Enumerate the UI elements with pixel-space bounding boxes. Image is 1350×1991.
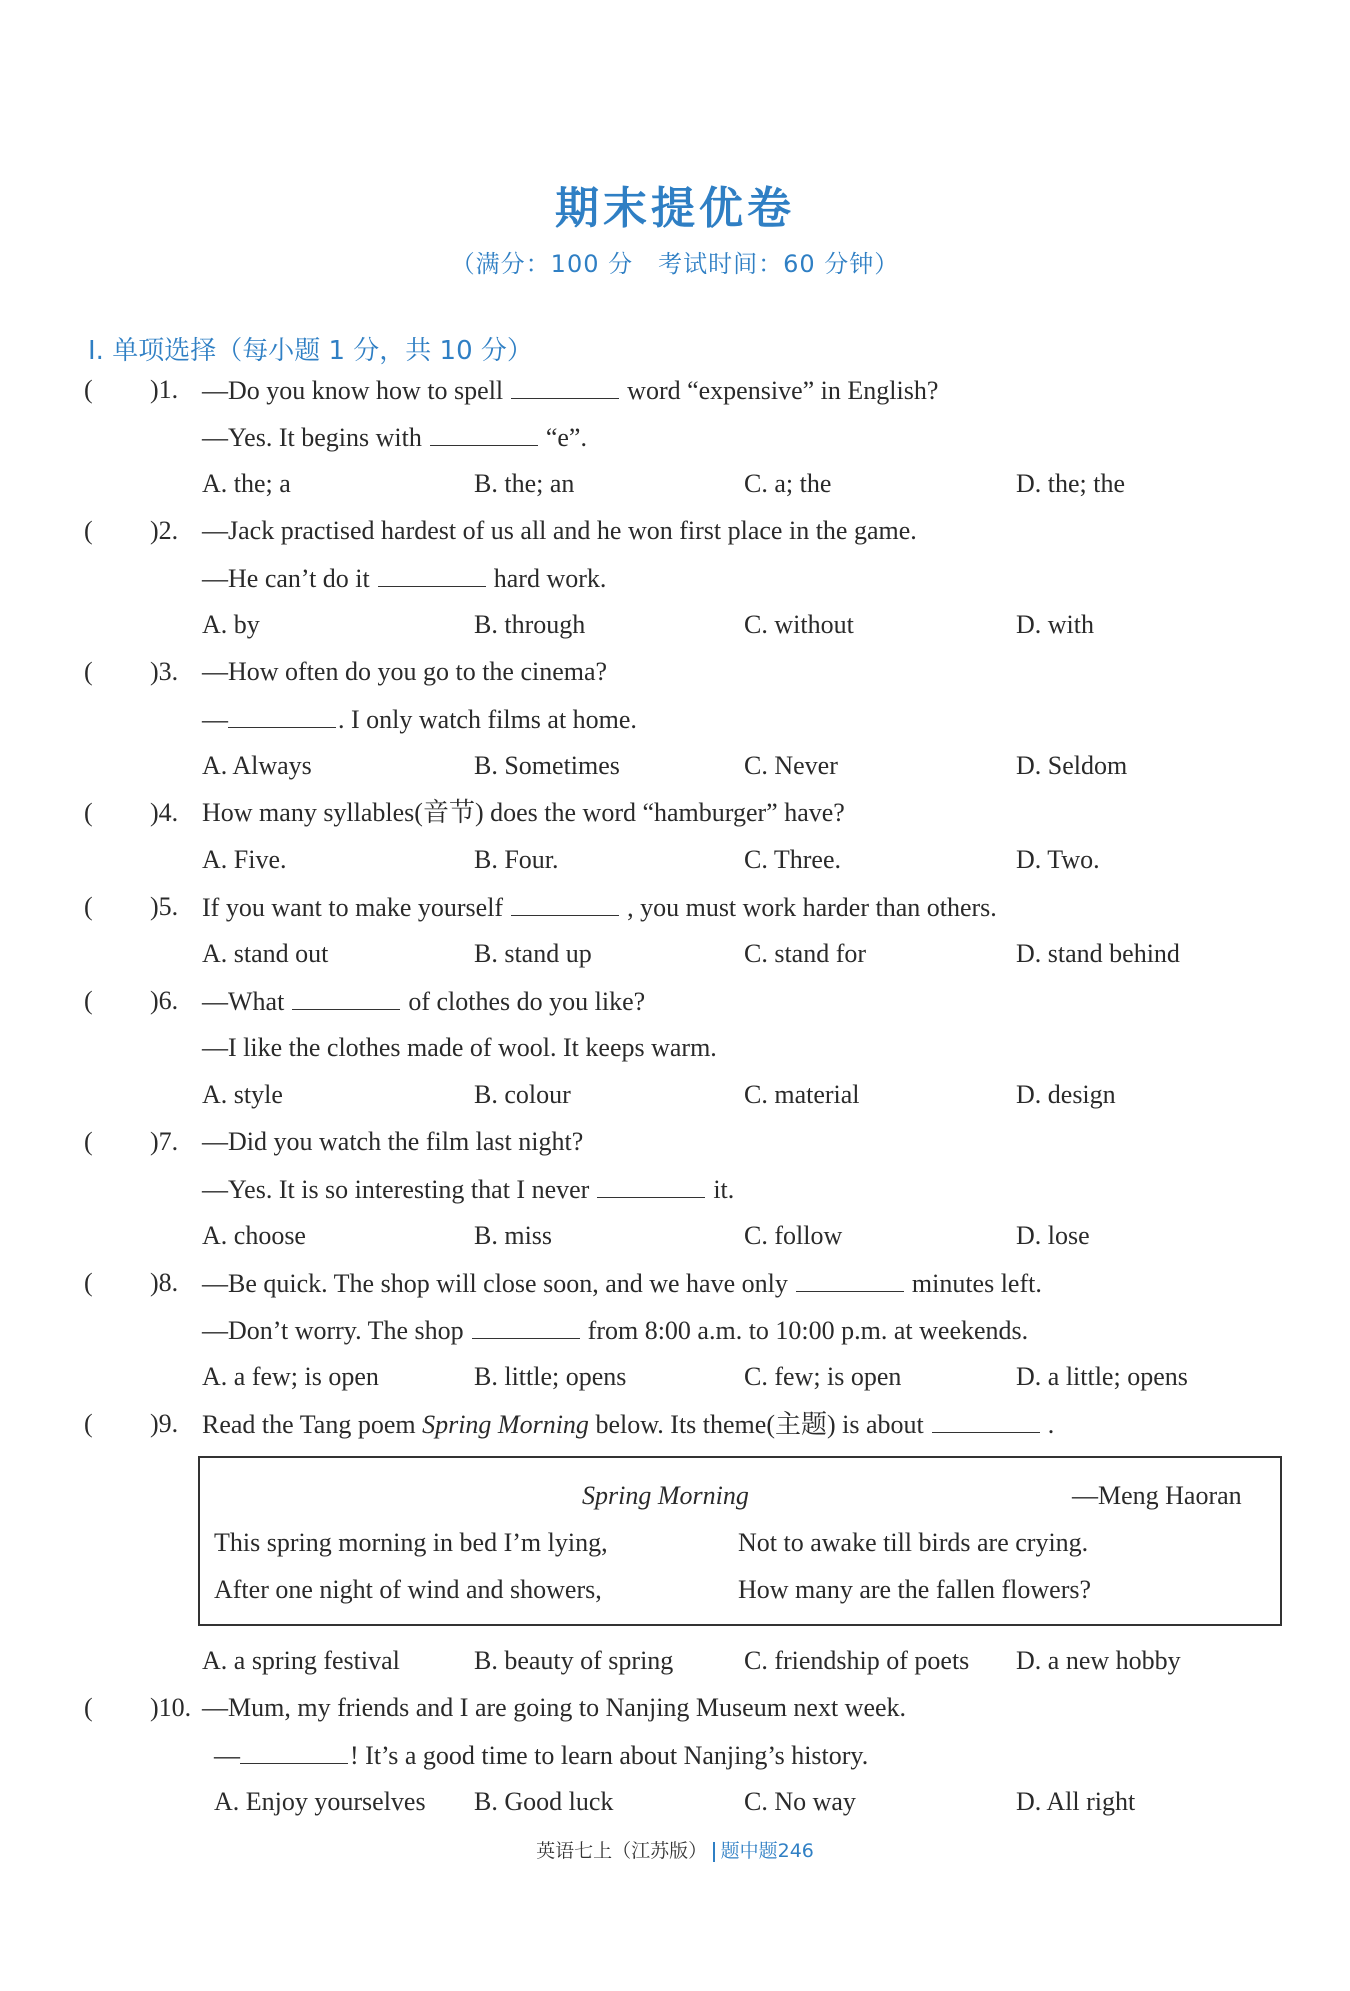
answer-paren: ( xyxy=(84,657,93,686)
question-text: —How often do you go to the cinema? xyxy=(202,657,608,686)
answer-blank xyxy=(228,703,336,728)
option-c: C. friendship of poets xyxy=(744,1646,970,1675)
option-b: B. the; an xyxy=(474,469,575,498)
answer-blank xyxy=(292,985,400,1010)
option-c: C. stand for xyxy=(744,939,867,968)
answer-blank xyxy=(472,1314,580,1339)
answer-paren: ( xyxy=(84,1409,93,1438)
option-d: D. design xyxy=(1016,1080,1116,1109)
option-a: A. style xyxy=(202,1080,283,1109)
option-c: C. Never xyxy=(744,751,838,780)
question-text: — . I only watch films at home. xyxy=(202,705,637,734)
question-text: Read the Tang poem Spring Morning below. Its theme(主题) is about . xyxy=(202,1410,1055,1439)
option-b: B. through xyxy=(474,610,586,639)
answer-paren: ( xyxy=(84,1693,93,1722)
footer-divider xyxy=(713,1842,715,1862)
answer-blank xyxy=(597,1173,705,1198)
answer-paren: ( xyxy=(84,798,93,827)
option-c: C. material xyxy=(744,1080,860,1109)
answer-paren: ( xyxy=(84,375,93,404)
question-number: )5. xyxy=(150,892,179,921)
question-number: )4. xyxy=(150,798,179,827)
question-text: How many syllables(音节) does the word “hamburger” have? xyxy=(202,798,845,827)
option-c: C. No way xyxy=(744,1787,856,1816)
page-number: 246 xyxy=(777,1840,814,1862)
option-d: D. lose xyxy=(1016,1221,1090,1250)
option-b: B. Sometimes xyxy=(474,751,620,780)
question-number: )1. xyxy=(150,375,179,404)
question-text: —What of clothes do you like? xyxy=(202,987,646,1016)
option-a: A. the; a xyxy=(202,469,291,498)
page-footer xyxy=(0,1836,1350,1863)
option-c: C. a; the xyxy=(744,469,832,498)
option-d: D. All right xyxy=(1016,1787,1136,1816)
question-number: )9. xyxy=(150,1409,179,1438)
poem-line: After one night of wind and showers, xyxy=(214,1575,602,1604)
answer-paren: ( xyxy=(84,892,93,921)
poem-title-inline: Spring Morning xyxy=(422,1410,589,1439)
poem-line: Not to awake till birds are crying. xyxy=(738,1528,1089,1557)
answer-blank xyxy=(932,1408,1040,1433)
option-b: B. Good luck xyxy=(474,1787,614,1816)
question-text: —He can’t do it hard work. xyxy=(202,564,607,593)
answer-paren: ( xyxy=(84,516,93,545)
option-c: C. few; is open xyxy=(744,1362,902,1391)
option-d: D. with xyxy=(1016,610,1094,639)
poem-box xyxy=(198,1456,1282,1626)
answer-blank xyxy=(430,421,538,446)
option-a: A. choose xyxy=(202,1221,306,1250)
question-number: )7. xyxy=(150,1127,179,1156)
option-a: A. by xyxy=(202,610,260,639)
question-number: )2. xyxy=(150,516,179,545)
exam-title: 期末提优卷 xyxy=(555,183,795,234)
question-text: —Don’t worry. The shop from 8:00 a.m. to 10:00 p.m. at weekends. xyxy=(202,1316,1029,1345)
poem-title: Spring Morning xyxy=(582,1481,749,1510)
option-a: A. stand out xyxy=(202,939,329,968)
option-d: D. the; the xyxy=(1016,469,1126,498)
option-a: A. Always xyxy=(202,751,312,780)
option-b: B. colour xyxy=(474,1080,571,1109)
option-b: B. Four. xyxy=(474,845,559,874)
section-title: Ⅰ. 单项选择（每小题 1 分，共 10 分） xyxy=(88,336,533,366)
answer-paren: ( xyxy=(84,986,93,1015)
answer-paren: ( xyxy=(84,1127,93,1156)
answer-blank xyxy=(796,1267,904,1292)
option-b: B. beauty of spring xyxy=(474,1646,674,1675)
question-text: —Do you know how to spell word “expensive” in English? xyxy=(202,376,939,405)
option-c: C. follow xyxy=(744,1221,843,1250)
option-c: C. without xyxy=(744,610,854,639)
series-label: 题中题 xyxy=(720,1840,778,1862)
option-a: A. Five. xyxy=(202,845,287,874)
option-b: B. little; opens xyxy=(474,1362,627,1391)
answer-blank xyxy=(378,562,486,587)
option-d: D. stand behind xyxy=(1016,939,1180,968)
answer-blank xyxy=(240,1739,348,1764)
question-text: —Be quick. The shop will close soon, and we have only minutes left. xyxy=(202,1269,1042,1298)
option-d: D. Two. xyxy=(1016,845,1100,874)
question-number: )8. xyxy=(150,1268,179,1297)
exam-subtitle: （满分：100 分 考试时间：60 分钟） xyxy=(450,250,900,278)
question-text: — ! It’s a good time to learn about Nanjing’s history. xyxy=(214,1741,869,1770)
option-b: B. miss xyxy=(474,1221,553,1250)
answer-paren: ( xyxy=(84,1268,93,1297)
question-text: If you want to make yourself , you must work harder than others. xyxy=(202,893,997,922)
question-text: —Jack practised hardest of us all and he won first place in the game. xyxy=(202,516,917,545)
question-number: )6. xyxy=(150,986,179,1015)
question-text: —I like the clothes made of wool. It keeps warm. xyxy=(202,1033,717,1062)
option-a: A. Enjoy yourselves xyxy=(214,1787,426,1816)
question-number: )3. xyxy=(150,657,179,686)
poem-line: This spring morning in bed I’m lying, xyxy=(214,1528,608,1557)
question-text: —Mum, my friends and I are going to Nanjing Museum next week. xyxy=(202,1693,907,1722)
poem-author: —Meng Haoran xyxy=(1072,1481,1242,1510)
option-d: D. Seldom xyxy=(1016,751,1128,780)
option-a: A. a spring festival xyxy=(202,1646,400,1675)
question-text: —Yes. It begins with “e”. xyxy=(202,423,587,452)
option-c: C. Three. xyxy=(744,845,841,874)
option-a: A. a few; is open xyxy=(202,1362,379,1391)
answer-blank xyxy=(511,374,619,399)
answer-blank xyxy=(511,891,619,916)
option-b: B. stand up xyxy=(474,939,592,968)
option-d: D. a little; opens xyxy=(1016,1362,1188,1391)
poem-line: How many are the fallen flowers? xyxy=(738,1575,1092,1604)
option-d: D. a new hobby xyxy=(1016,1646,1181,1675)
question-number: )10. xyxy=(150,1693,192,1722)
book-label: 英语七上（江苏版） xyxy=(536,1840,708,1862)
question-text: —Did you watch the film last night? xyxy=(202,1127,584,1156)
question-text: —Yes. It is so interesting that I never it. xyxy=(202,1175,735,1204)
